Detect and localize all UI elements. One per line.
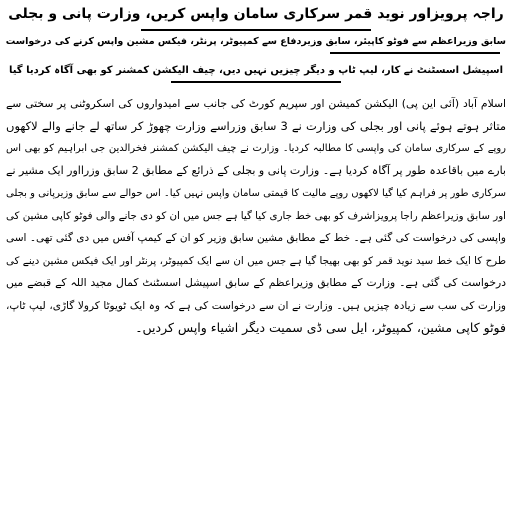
subheadline-rule-2 — [171, 81, 341, 83]
body-line: بارے میں باقاعدہ طور پر آگاہ کردیا ہے۔ وزارت پانی و بجلی کے ذرائع کے مطابق 2 سابق وزرااور ایک مشیر نے — [6, 164, 506, 178]
subheadline-2 — [6, 61, 506, 80]
body-line: اسلام آباد (آئی این پی) الیکشن کمیشن اور سپریم کورٹ کی جانب سے امیدواروں کی اسکروٹنی پر سختی سے — [6, 97, 506, 110]
headline-rule — [141, 29, 371, 31]
subheadline-1 — [6, 32, 506, 51]
body-line: متاثر ہوتے ہوئے پانی اور بجلی کی وزارت نے 3 سابق وزراسے وزارت چھوڑ کر ساتھ لے جانے والے لاکھوں — [6, 119, 506, 134]
body-line: سرکاری طور پر فراہم کیا گیا لاکھوں روپے مالیت کا قیمتی سامان واپس نہیں کیا۔ اس حوالے سے سابق وزیرپانی و بجلی — [6, 187, 506, 199]
main-headline: راجہ پرویزاور نوید قمر سرکاری سامان واپس کریں، وزارت پانی و بجلی — [8, 6, 504, 22]
body-line: روپے کے سرکاری سامان کی واپسی کا مطالبہ کردیا۔ وزارت نے چیف الیکشن کمشنر فخرالدین جی ابراہیم کو بھی اس — [6, 142, 506, 154]
headline-block — [6, 4, 506, 83]
subheadline-1-text: سابق وزیراعظم سے فوٹو کاپیئر، سابق وزیردفاع سے کمپیوٹر، پرنٹر، فیکس مشین واپس کرنے کی درخواست — [6, 36, 506, 47]
article-body — [6, 93, 506, 339]
body-line: وزارت کی سب سے زیادہ چیزیں ہیں۔ وزارت نے ان سے درخواست کی ہے کہ وہ ایک ٹویوٹا کرولا گاڑی، لیپ ٹاپ، — [6, 299, 506, 312]
body-line: درخواست کی گئی ہے۔ وزارت کے مطابق وزیراعظم کے سابق اسپیشل اسسٹنٹ کمال مجید اللہ کے قبضے میں — [6, 276, 506, 290]
body-line: اور سابق وزیراعظم راجا پرویزاشرف کو بھی خط جاری کیا گیا ہے جس میں ان کو دی جانے والی فوٹو کاپی مشین کی — [6, 210, 506, 223]
body-line: فوٹو کاپی مشین، کمپیوٹر، ایل سی ڈی سمیت دیگر اشیاء واپس کردیں۔ — [135, 320, 506, 336]
subheadline-2-text: اسپیشل اسسٹنٹ نے کار، لیپ ٹاپ و دیگر چیزیں نہیں دیں، چیف الیکشن کمشنر کو بھی آگاہ کردیا گیا — [8, 65, 504, 76]
body-line: واپسی کی درخواست کی گئی ہے۔ خط کے مطابق مشین سابق وزیر کو ان کے کیمپ آفس میں دی گئی تھی۔ اسی — [6, 232, 506, 245]
body-line: طرح کا ایک خط سید نوید قمر کو بھی بھیجا گیا ہے جس میں ان سے ایک کمپیوٹر، پرنٹر اور ایک فیکس مشین دینے کی — [6, 254, 506, 267]
subheadline-rule — [330, 52, 500, 54]
